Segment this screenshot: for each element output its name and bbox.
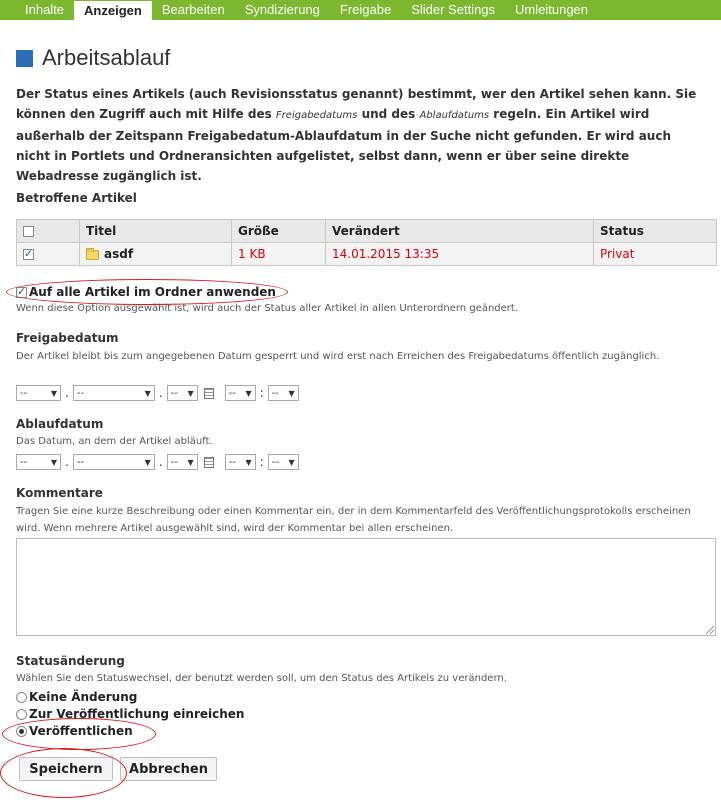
status-change-label: Statusänderung	[16, 654, 125, 668]
apply-all-label[interactable]: Auf alle Artikel im Ordner anwenden	[29, 285, 276, 299]
date-separator: .	[158, 455, 163, 469]
col-size[interactable]: Größe	[232, 220, 326, 243]
comments-textarea[interactable]	[16, 538, 716, 636]
row-title-cell	[80, 243, 232, 266]
release-date-label: Freigabedatum	[16, 331, 119, 345]
page-title: Arbeitsablauf	[42, 45, 171, 70]
release-minute-value: --	[271, 387, 279, 399]
resize-grip-icon[interactable]	[706, 626, 714, 634]
expiry-date-row	[16, 454, 299, 470]
workflow-description	[16, 84, 706, 186]
row-status: Privat	[594, 243, 717, 266]
chevron-down-icon: ▼	[144, 388, 151, 398]
affected-items-table	[16, 219, 717, 266]
release-day-value: --	[20, 387, 28, 399]
publish-radio[interactable]	[16, 726, 27, 737]
release-date-row	[16, 385, 299, 401]
date-separator: .	[158, 386, 163, 400]
release-year-value: --	[170, 387, 178, 399]
expiry-minute-select[interactable]	[268, 454, 299, 470]
calendar-icon[interactable]	[204, 457, 214, 468]
expiry-month-value: --	[76, 456, 85, 468]
row-size: 1 KB	[232, 243, 326, 266]
expiry-minute-value: --	[271, 456, 279, 468]
expiry-year-value: --	[170, 456, 178, 468]
apply-all-help: Wenn diese Option ausgewählt ist, wird auch der Status aller Artikel in allen Unterordnern geändert.	[16, 303, 518, 314]
radio-option-no-change	[16, 690, 137, 704]
select-all-checkbox[interactable]	[23, 226, 34, 237]
apply-all-row	[16, 285, 276, 299]
tab-anzeigen[interactable]: Anzeigen	[74, 1, 152, 20]
description-part1: Der Status eines Artikels (auch Revisionsstatus genannt) bestimmt, wer den Artikel sehen kann. Sie können den Zugriff auch mit Hilfe des	[16, 87, 697, 121]
description-em2: Ablaufdatums	[419, 110, 490, 121]
col-status[interactable]: Status	[594, 220, 717, 243]
col-modified[interactable]: Verändert	[326, 220, 594, 243]
select-all-cell	[17, 220, 80, 243]
col-title[interactable]: Titel	[80, 220, 232, 243]
comments-label: Kommentare	[16, 486, 103, 500]
description-em1: Freigabedatums	[275, 110, 358, 121]
title-square-icon	[16, 50, 33, 67]
release-month-value: --	[76, 387, 85, 399]
comments-help: Tragen Sie eine kurze Beschreibung oder einen Kommentar ein, der in dem Kommentarfeld des Veröffentlichungsprotokolls erscheinen wird. Wenn mehrere Artikel ausgewählt sind, wird der Kommentar bei allen erscheinen.	[16, 506, 691, 534]
chevron-down-icon: ▼	[50, 457, 57, 467]
expiry-day-select[interactable]	[16, 454, 61, 470]
submit-radio[interactable]	[16, 709, 27, 720]
chevron-down-icon: ▼	[50, 388, 57, 398]
row-select-cell	[17, 243, 80, 266]
no-change-label[interactable]: Keine Änderung	[29, 690, 138, 704]
radio-option-submit	[16, 707, 244, 721]
tab-inhalte[interactable]: Inhalte	[25, 2, 65, 17]
title-row	[16, 45, 170, 71]
row-checkbox[interactable]	[23, 249, 34, 260]
release-date-help: Der Artikel bleibt bis zum angegebenen Datum gesperrt und wird erst nach Erreichen des Freigabedatums öffentlich zugänglich.	[16, 351, 660, 362]
chevron-down-icon: ▼	[187, 388, 194, 398]
expiry-hour-select[interactable]	[225, 454, 256, 470]
release-hour-select[interactable]	[225, 385, 256, 401]
date-separator: .	[65, 455, 69, 469]
release-month-select[interactable]	[73, 385, 155, 401]
chevron-down-icon: ▼	[187, 457, 194, 467]
cancel-button[interactable]: Abbrechen	[120, 757, 217, 781]
release-year-select[interactable]	[167, 385, 198, 401]
time-separator: :	[259, 386, 264, 400]
expiry-date-label: Ablaufdatum	[16, 417, 104, 431]
tab-umleitungen[interactable]: Umleitungen	[515, 2, 589, 17]
submit-label[interactable]: Zur Veröffentlichung einreichen	[29, 707, 245, 721]
release-day-select[interactable]	[16, 385, 61, 401]
no-change-radio[interactable]	[16, 692, 27, 703]
release-minute-select[interactable]	[268, 385, 299, 401]
table-row	[17, 243, 717, 266]
chevron-down-icon: ▼	[144, 457, 151, 467]
expiry-hour-value: --	[228, 456, 236, 468]
expiry-month-select[interactable]	[73, 454, 155, 470]
date-separator: .	[65, 386, 69, 400]
folder-icon	[86, 250, 99, 260]
chevron-down-icon: ▼	[288, 388, 295, 398]
calendar-icon[interactable]	[204, 388, 214, 399]
expiry-day-value: --	[20, 456, 28, 468]
publish-label[interactable]: Veröffentlichen	[29, 724, 133, 738]
expiry-date-help: Das Datum, an dem der Artikel abläuft.	[16, 436, 213, 447]
description-part3: regeln. Ein Artikel wird außerhalb der Zeitspann Freigabedatum-Ablaufdatum in der Suche nicht gefunden. Er wird auch nicht in Portlets und Ordneransichten aufgelistet, selbst dann, wenn er über seine direkte Webadresse zugänglich ist.	[16, 107, 671, 183]
expiry-year-select[interactable]	[167, 454, 198, 470]
time-separator: :	[259, 455, 264, 469]
tab-bar	[0, 0, 721, 20]
chevron-down-icon: ▼	[245, 457, 252, 467]
table-header-row	[17, 220, 717, 243]
tab-slider-settings[interactable]: Slider Settings	[411, 2, 496, 17]
row-modified: 14.01.2015 13:35	[326, 243, 594, 266]
tab-freigabe[interactable]: Freigabe	[339, 2, 392, 17]
release-hour-value: --	[228, 387, 236, 399]
status-change-help: Wählen Sie den Statuswechsel, der benutzt werden soll, um den Status des Artikels zu verändern.	[16, 673, 507, 684]
chevron-down-icon: ▼	[245, 388, 252, 398]
affected-items-label: Betroffene Artikel	[16, 191, 137, 205]
apply-all-checkbox[interactable]	[16, 287, 27, 298]
chevron-down-icon: ▼	[288, 457, 295, 467]
row-title[interactable]: asdf	[104, 247, 134, 261]
tab-bearbeiten[interactable]: Bearbeiten	[161, 2, 225, 17]
radio-option-publish	[16, 724, 133, 738]
description-part2: und des	[357, 107, 420, 121]
save-button[interactable]: Speichern	[19, 757, 113, 781]
tab-syndizierung[interactable]: Syndizierung	[244, 2, 320, 17]
